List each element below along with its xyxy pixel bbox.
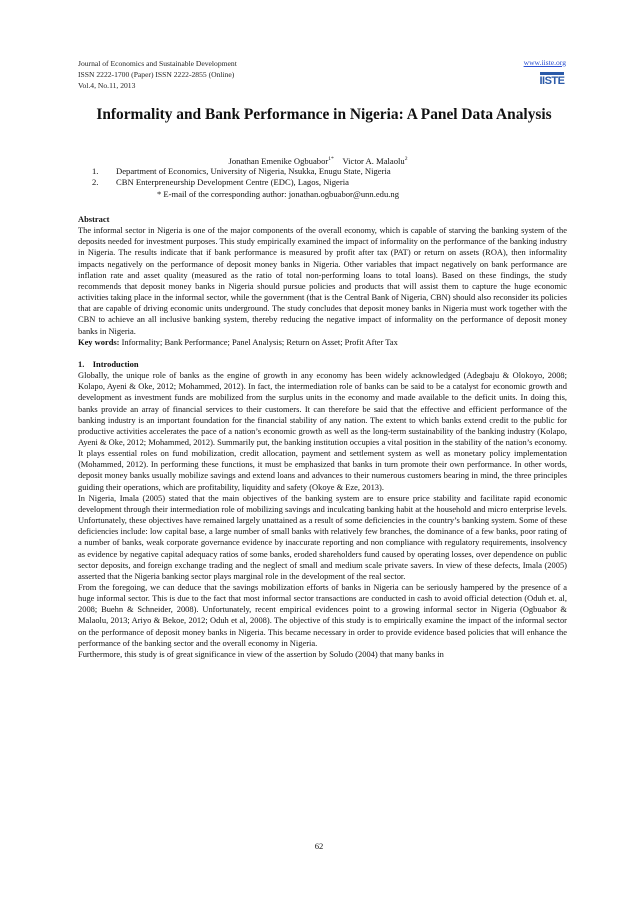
keywords-label: Key words:	[78, 336, 120, 347]
author-1: Jonathan Emenike Ogbuabor	[228, 155, 329, 166]
affiliations	[92, 166, 391, 188]
journal-issn: ISSN 2222-1700 (Paper) ISSN 2222-2855 (Online)	[78, 70, 235, 80]
paper-body	[78, 214, 567, 660]
intro-paragraph-3: From the foregoing, we can deduce that the savings mobilization efforts of banks in Nigeria can be seriously hampered by the presence of a huge informal sector. This is due to the fact that most informal sector transactions are conducted in cash to avoid official detection (Oduh et. al, 2008; Buehn & Schneider, 2008). Unfortunately, recent empirical evidences point to a growing informal sector in Nigeria (Ogbuabor & Malaolu, 2013; Ariyo & Bekoe, 2012; Oduh et al, 2008). The objective of this study is to empirically examine the impact of the informal sector on the performance of deposit money banks in Nigeria. This became necessary in order to provide evidence based policies that will enhance the performance of the banking sector and the overall economy in Nigeria.	[78, 582, 567, 648]
keywords-text: Informality; Bank Performance; Panel Analysis; Return on Asset; Profit After Tax	[119, 336, 398, 347]
paper-title: Informality and Bank Performance in Nigeria: A Panel Data Analysis	[96, 106, 552, 123]
author-2: Victor A. Malaolu	[342, 155, 405, 166]
affiliation-number: 1.	[92, 166, 99, 176]
affiliation-number: 2.	[92, 177, 99, 187]
journal-name: Journal of Economics and Sustainable Development	[78, 59, 237, 68]
affiliation-text: Department of Economics, University of Nigeria, Nsukka, Enugu State, Nigeria	[116, 166, 391, 176]
journal-volume: Vol.4, No.11, 2013	[78, 81, 136, 91]
affiliation-2	[92, 177, 391, 188]
abstract-text: The informal sector in Nigeria is one of the major components of the overall economy, which is capable of starving the banking system of the deposits needed for investment purposes. This study empirically examined the impact of informality on the performance of the banking industry in Nigeria. The results indicate that if bank performance is measured by profit after tax (PAT) or return on assets (ROA), then informality impacts negatively on the performance of deposit money banks in Nigeria. Other variables that impact negatively on bank performance are inflation rate and asset quality (measured as the ratio of total non-performing loans to total loans). Based on these findings, the study recommends that deposit money banks in Nigeria should pursue policies and products that will assist them to capture the huge economic activities taking place in the informal sector, while the government (that is the Central Bank of Nigeria, CBN) should also reconsider its policies that are capable of driving economic units underground. The study concludes that deposit money banks in Nigeria must work together with the CBN to achieve an all inclusive banking system, thereby reducing the negative impact of informality on the performance of deposit money banks in Nigeria.	[78, 225, 567, 336]
logo-text: IISTE	[539, 75, 565, 87]
affiliation-1	[92, 166, 391, 177]
iiste-logo	[538, 70, 566, 92]
author-1-sup: 1*	[328, 156, 334, 162]
author-line	[78, 154, 558, 167]
page-number: 62	[314, 841, 324, 851]
intro-paragraph-4: Furthermore, this study is of great significance in view of the assertion by Soludo (2004) that many banks in	[78, 648, 444, 659]
author-2-sup: 2	[404, 156, 408, 162]
intro-paragraph-1: Globally, the unique role of banks as the engine of growth in any economy has been widely acknowledged (Adegbaju & Olokoyo, 2008; Kolapo, Ayeni & Oke, 2012; Mohammed, 2012). In fact, the intermediation role of banks can be said to be a catalyst for economic growth and development as investment funds are mobilized from the surplus units in the economy and made available to the deficit units. In doing this, banks provide an array of financial services to their customers. It can therefore be said that the effective and efficient performance of the banking industry is an important foundation for the financial stability of any nation. The extent to which banks extend credit to the public for productive activities accelerates the pace of a nation’s economic growth as well as the long-term sustainability of the banking industry (Kolapo, Ayeni & Oke, 2012; Mohammed, 2012). Summarily put, the banking institution occupies a vital position in the stability of the nation’s economy. It plays essential roles on fund mobilization, credit allocation, payment and settlement system as well as monetary policy implementation (Mohammed, 2012). In performing these functions, it must be emphasized that banks in turn promote their own performance. In other words, deposit money banks usually mobilize savings and extend loans and advances to their numerous customers bearing in mind, the three principles guiding their operations, which are profitability, liquidity and safety (Okoye & Eze, 2013).	[78, 370, 567, 492]
journal-header	[78, 58, 237, 92]
intro-paragraph-2: In Nigeria, Imala (2005) stated that the main objectives of the banking system are to ensure price stability and facilitate rapid economic development through their intermediation role of mobilizing savings and inculcating banking habit at the household and micro enterprise levels. Unfortunately, these objectives have remained largely unattained as a result of some deficiencies in the country’s banking system. Some of these deficiencies include: low capital base, a large number of small banks with relatively few branches, the dominance of a few banks, poor rating of a number of banks, weak corporate governance evidence by inaccurate reporting and non compliance with regulatory requirements, insolvency as evidence by negative capital adequacy ratios of some banks, eroded shareholders fund caused by operating losses, over dependence on public sector deposits, and foreign exchange trading and the neglect of small and medium scale private savers. In view of these defects, Imala (2005) asserted that the Nigeria banking sector plays marginal role in the development of the real sector.	[78, 492, 567, 581]
section-gap	[78, 348, 567, 359]
affiliation-text: CBN Enterpreneurship Development Centre (EDC), Lagos, Nigeria	[116, 177, 349, 187]
journal-url-link[interactable]: www.iiste.org	[523, 58, 566, 67]
corresponding-email: * E-mail of the corresponding author: jonathan.ogbuabor@unn.edu.ng	[156, 189, 400, 199]
abstract-heading: Abstract	[78, 214, 110, 224]
keywords	[78, 337, 567, 348]
section-heading-introduction: 1. Introduction	[78, 358, 139, 369]
